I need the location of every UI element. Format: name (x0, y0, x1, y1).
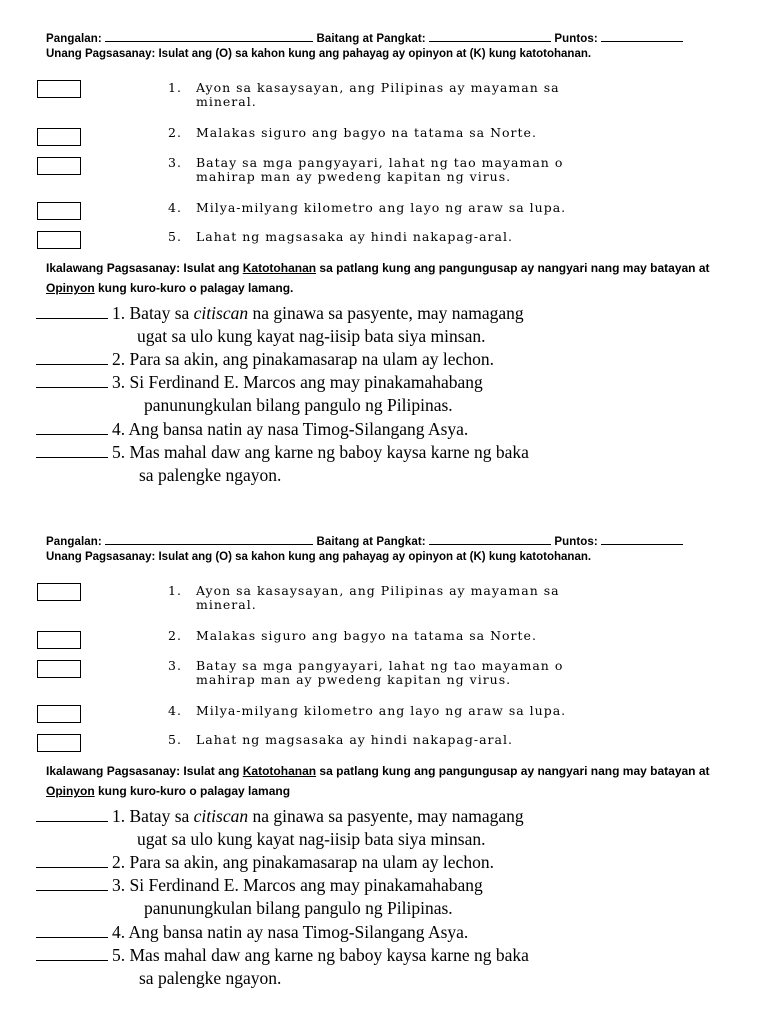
part2-item-4: 4. Ang bansa natin ay nasa Timog-Silangang Asya. (36, 921, 468, 944)
part2-item-1: 1. Batay sa citiscan na ginawa sa pasyente, may namagang ugat sa ulo kung kayat nag-iisip bata siya minsan. (36, 302, 524, 348)
answer-line-5[interactable] (36, 443, 108, 458)
part2-item-5: 5. Mas mahal daw ang karne ng baboy kaysa karne ng baka sa palengke ngayon. (36, 441, 529, 487)
part1-item-5: 5. Lahat ng magsasaka ay hindi nakapag-aral. (168, 229, 513, 244)
part2-item-3: 3. Si Ferdinand E. Marcos ang may pinakamahabang panunungkulan bilang pangulo ng Pilipinas. (36, 371, 483, 417)
answer-box-5[interactable] (37, 231, 81, 249)
part1-instruction: Unang Pagsasanay: Isulat ang (O) sa kahon kung ang pahayag ay opinyon at (K) kung katotohanan. (46, 551, 592, 563)
grade-label: Baitang at Pangkat: (316, 536, 426, 548)
answer-box-5[interactable] (37, 734, 81, 752)
part1-item-1: 1. Ayon sa kasaysayan, ang Pilipinas ay mayaman sa mineral. (168, 583, 560, 612)
score-blank[interactable] (601, 31, 683, 42)
answer-line-3[interactable] (36, 876, 108, 891)
answer-line-3[interactable] (36, 373, 108, 388)
answer-line-1[interactable] (36, 807, 108, 822)
answer-line-5[interactable] (36, 946, 108, 961)
part1-item-3: 3. Batay sa mga pangyayari, lahat ng tao mayaman o mahirap man ay pwedeng kapitan ng virus. (168, 155, 564, 184)
part1-item-2: 2. Malakas siguro ang bagyo na tatama sa Norte. (168, 628, 537, 643)
part1-item-1: 1. Ayon sa kasaysayan, ang Pilipinas ay mayaman sa mineral. (168, 80, 560, 109)
name-label: Pangalan: (46, 536, 102, 548)
score-label: Puntos: (554, 536, 598, 548)
score-blank[interactable] (601, 534, 683, 545)
answer-line-2[interactable] (36, 350, 108, 365)
answer-box-4[interactable] (37, 705, 81, 723)
header-row (46, 31, 683, 45)
answer-box-2[interactable] (37, 631, 81, 649)
name-label: Pangalan: (46, 33, 102, 45)
grade-blank[interactable] (429, 31, 551, 42)
part2-item-2: 2. Para sa akin, ang pinakamasarap na ulam ay lechon. (36, 348, 494, 371)
answer-box-3[interactable] (37, 157, 81, 175)
answer-box-1[interactable] (37, 80, 81, 98)
grade-label: Baitang at Pangkat: (316, 33, 426, 45)
part1-instruction: Unang Pagsasanay: Isulat ang (O) sa kahon kung ang pahayag ay opinyon at (K) kung katotohanan. (46, 48, 592, 60)
grade-blank[interactable] (429, 534, 551, 545)
worksheet-2 (0, 503, 768, 1015)
answer-box-3[interactable] (37, 660, 81, 678)
part2-item-3: 3. Si Ferdinand E. Marcos ang may pinakamahabang panunungkulan bilang pangulo ng Pilipinas. (36, 874, 483, 920)
answer-line-2[interactable] (36, 853, 108, 868)
part1-item-5: 5. Lahat ng magsasaka ay hindi nakapag-aral. (168, 732, 513, 747)
part2-item-5: 5. Mas mahal daw ang karne ng baboy kaysa karne ng baka sa palengke ngayon. (36, 944, 529, 990)
answer-box-2[interactable] (37, 128, 81, 146)
header-row (46, 534, 683, 548)
part1-item-2: 2. Malakas siguro ang bagyo na tatama sa Norte. (168, 125, 537, 140)
answer-box-1[interactable] (37, 583, 81, 601)
answer-box-4[interactable] (37, 202, 81, 220)
name-blank[interactable] (105, 534, 313, 545)
part1-item-4: 4. Milya-milyang kilometro ang layo ng araw sa lupa. (168, 200, 567, 215)
part1-item-3: 3. Batay sa mga pangyayari, lahat ng tao mayaman o mahirap man ay pwedeng kapitan ng virus. (168, 658, 564, 687)
part2-instruction: Ikalawang Pagsasanay: Isulat ang Katotohanan sa patlang kung ang pangungusap ay nangyari nang may batayan at Opinyon kung kuro-kuro o palagay lamang (46, 764, 710, 798)
part2-item-2: 2. Para sa akin, ang pinakamasarap na ulam ay lechon. (36, 851, 494, 874)
part2-instruction: Ikalawang Pagsasanay: Isulat ang Katotohanan sa patlang kung ang pangungusap ay nangyari nang may batayan at Opinyon kung kuro-kuro o palagay lamang. (46, 261, 710, 295)
answer-line-4[interactable] (36, 420, 108, 435)
part1-item-4: 4. Milya-milyang kilometro ang layo ng araw sa lupa. (168, 703, 567, 718)
score-label: Puntos: (554, 33, 598, 45)
answer-line-4[interactable] (36, 923, 108, 938)
answer-line-1[interactable] (36, 304, 108, 319)
part2-item-1: 1. Batay sa citiscan na ginawa sa pasyente, may namagang ugat sa ulo kung kayat nag-iisip bata siya minsan. (36, 805, 524, 851)
name-blank[interactable] (105, 31, 313, 42)
part2-item-4: 4. Ang bansa natin ay nasa Timog-Silangang Asya. (36, 418, 468, 441)
